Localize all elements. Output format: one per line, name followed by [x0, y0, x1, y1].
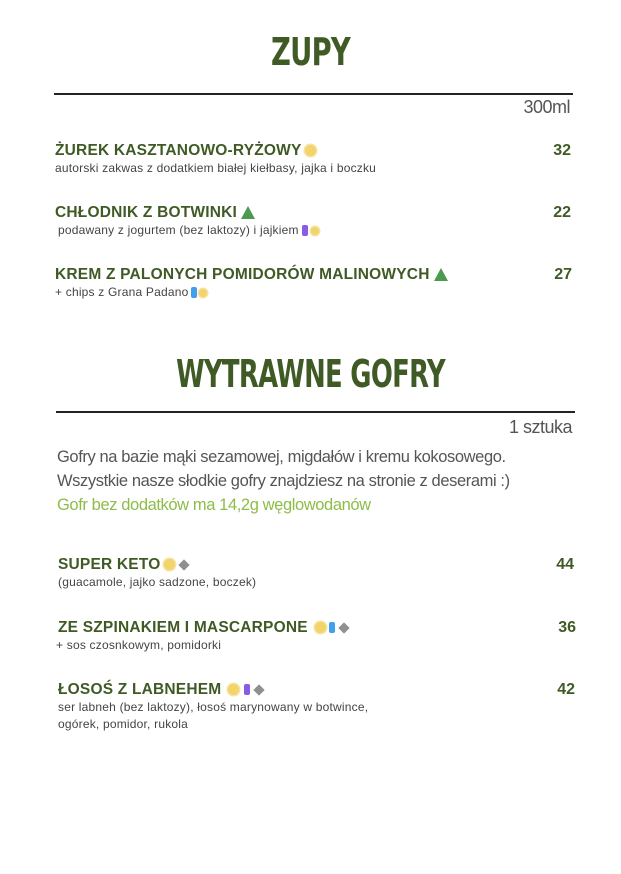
- intro-line: Wszystkie nasze słodkie gofry znajdziesz na stronie z deserami :): [57, 472, 510, 490]
- item-name: KREM Z PALONYCH POMIDORÓW MALINOWYCH: [55, 266, 430, 283]
- item-description: + sos czosnkowym, pomidorki: [56, 638, 222, 652]
- carbs-note: Gofr bez dodatków ma 14,2g węglowodanów: [57, 496, 371, 514]
- tree-icon: [434, 268, 448, 281]
- item-description: [58, 699, 574, 733]
- sun-icon: [311, 227, 319, 235]
- blue-pill-icon: [191, 287, 197, 298]
- item-name: ŁOSOŚ Z LABNEHEM: [58, 681, 222, 698]
- sun-icon: [305, 145, 316, 156]
- menu-item: [58, 619, 574, 654]
- item-price: 42: [557, 681, 575, 698]
- sun-icon: [164, 559, 175, 570]
- item-name: ZE SZPINAKIEM I MASCARPONE: [58, 619, 308, 636]
- item-name: CHŁODNIK Z BOTWINKI: [55, 204, 238, 221]
- item-price: 36: [558, 619, 576, 636]
- tree-icon: [241, 206, 255, 219]
- item-name: SUPER KETO: [58, 556, 161, 573]
- item-description-line: ogórek, pomidor, rukola: [58, 717, 189, 731]
- purple-pill-icon: [302, 225, 308, 236]
- diamond-icon: [178, 559, 189, 570]
- item-name: ŻUREK KASZTANOWO-RYŻOWY: [55, 142, 302, 159]
- blue-pill-icon: [329, 622, 335, 633]
- waffles-title: WYTRAWNE GOFRY: [176, 352, 445, 396]
- waffles-intro: [57, 445, 597, 517]
- menu-item: [58, 556, 574, 591]
- item-price: 44: [556, 556, 574, 573]
- soups-unit: 300ml: [523, 97, 570, 117]
- menu-item: [55, 142, 571, 177]
- diamond-icon: [338, 622, 349, 633]
- intro-line: Gofry na bazie mąki sezamowej, migdałów i kremu kokosowego.: [57, 448, 506, 466]
- menu-item: [55, 266, 571, 301]
- diamond-icon: [254, 684, 265, 695]
- item-description-line: ser labneh (bez laktozy), łosoś marynowany w botwince,: [58, 700, 369, 714]
- menu-item: [58, 681, 574, 733]
- waffles-unit: 1 sztuka: [508, 417, 572, 437]
- waffles-divider: [56, 411, 575, 413]
- item-price: 32: [553, 142, 571, 159]
- sun-icon: [228, 684, 239, 695]
- item-description: autorski zakwas z dodatkiem białej kiełbasy, jajka i boczku: [55, 161, 377, 175]
- purple-pill-icon: [244, 684, 250, 695]
- item-description: (guacamole, jajko sadzone, boczek): [58, 575, 257, 589]
- soups-title: ZUPY: [270, 30, 351, 74]
- item-price: 22: [553, 204, 571, 221]
- menu-item: [55, 204, 571, 239]
- sun-icon: [199, 289, 207, 297]
- item-price: 27: [554, 266, 572, 283]
- item-description: + chips z Grana Padano: [55, 285, 189, 299]
- sun-icon: [315, 622, 326, 633]
- soups-divider: [54, 93, 573, 95]
- item-description: podawany z jogurtem (bez laktozy) i jajkiem: [58, 223, 299, 237]
